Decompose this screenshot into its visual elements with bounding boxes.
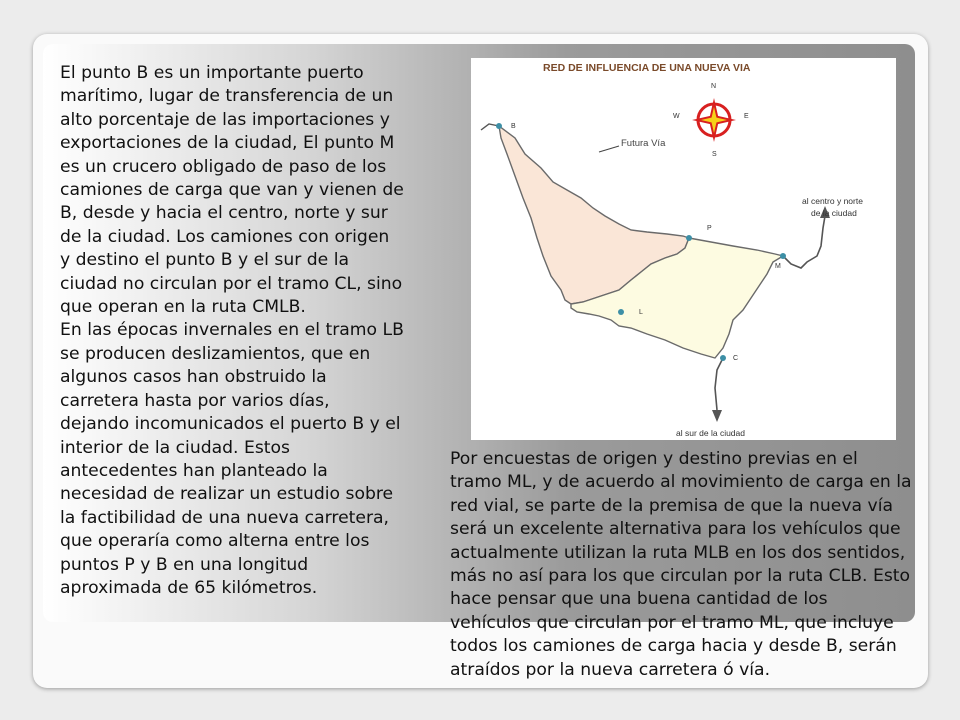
left-paragraph: El punto B es un importante puerto marítimo, lugar de transferencia de un alto porcentaje de las importaciones y exportaciones de la ciudad, El punto M es un crucero obligado de paso de los camiones de carga que van y vienen de B, desde y hacia el centro, norte y sur de la ciudad. Los camiones con origen y destino el punto B y el sur de la ciudad no circulan por el tramo CL, sino que operan en la ruta CMLB. En las épocas invernales en el tramo LB se producen deslizamientos, que en algunos casos han obstruido la carretera hasta por varios días, dejando incomunicados el puerto B y el interior de la ciudad. Estos antecedentes han planteado la necesidad de realizar un estudio sobre la factibilidad de una nueva carretera, que operaría como alterna entre los puntos P y B en una longitud aproximada de 65 kilómetros. — [60, 63, 404, 598]
road-to-center — [783, 216, 825, 268]
label-b: B — [511, 123, 516, 130]
future-road-label: Futura Vía — [621, 138, 666, 149]
node-l — [618, 309, 624, 315]
compass-south: S — [712, 151, 717, 158]
bottom-paragraph: Por encuestas de origen y destino previas en el tramo ML, y de acuerdo al movimiento de carga en la red vial, se parte de la premisa de que la nueva vía será un excelente alternativa para los vehículos que actualmente utilizan la ruta MLB en los dos sentidos, más no así para los que circulan por la ruta CLB. Esto hace pensar que una buena cantidad de los vehículos que circulan por el tramo ML, que incluye todos los camiones de carga hacia y desde B, serán atraídos por la nueva carretera ó vía. — [450, 449, 912, 680]
to-south-label: al sur de la ciudad — [676, 428, 745, 438]
label-p: P — [707, 225, 712, 232]
node-p — [686, 235, 692, 241]
future-road-pointer — [599, 146, 619, 152]
compass-rose-icon — [692, 98, 736, 142]
label-c: C — [733, 355, 739, 362]
label-l: L — [639, 309, 643, 316]
node-b — [496, 123, 502, 129]
influence-map — [471, 58, 896, 440]
node-c — [720, 355, 726, 361]
compass-west: W — [673, 113, 680, 120]
road-to-south — [715, 358, 723, 410]
to-center-label-1: al centro y norte — [802, 196, 863, 206]
arrow-to-south — [712, 410, 722, 422]
compass-north: N — [711, 83, 717, 90]
to-center-label-2: de la ciudad — [811, 208, 857, 218]
compass-east: E — [744, 113, 749, 120]
node-m — [780, 253, 786, 259]
map-title: RED DE INFLUENCIA DE UNA NUEVA VIA — [543, 62, 751, 74]
label-m: M — [775, 263, 781, 270]
map-svg — [471, 58, 896, 440]
